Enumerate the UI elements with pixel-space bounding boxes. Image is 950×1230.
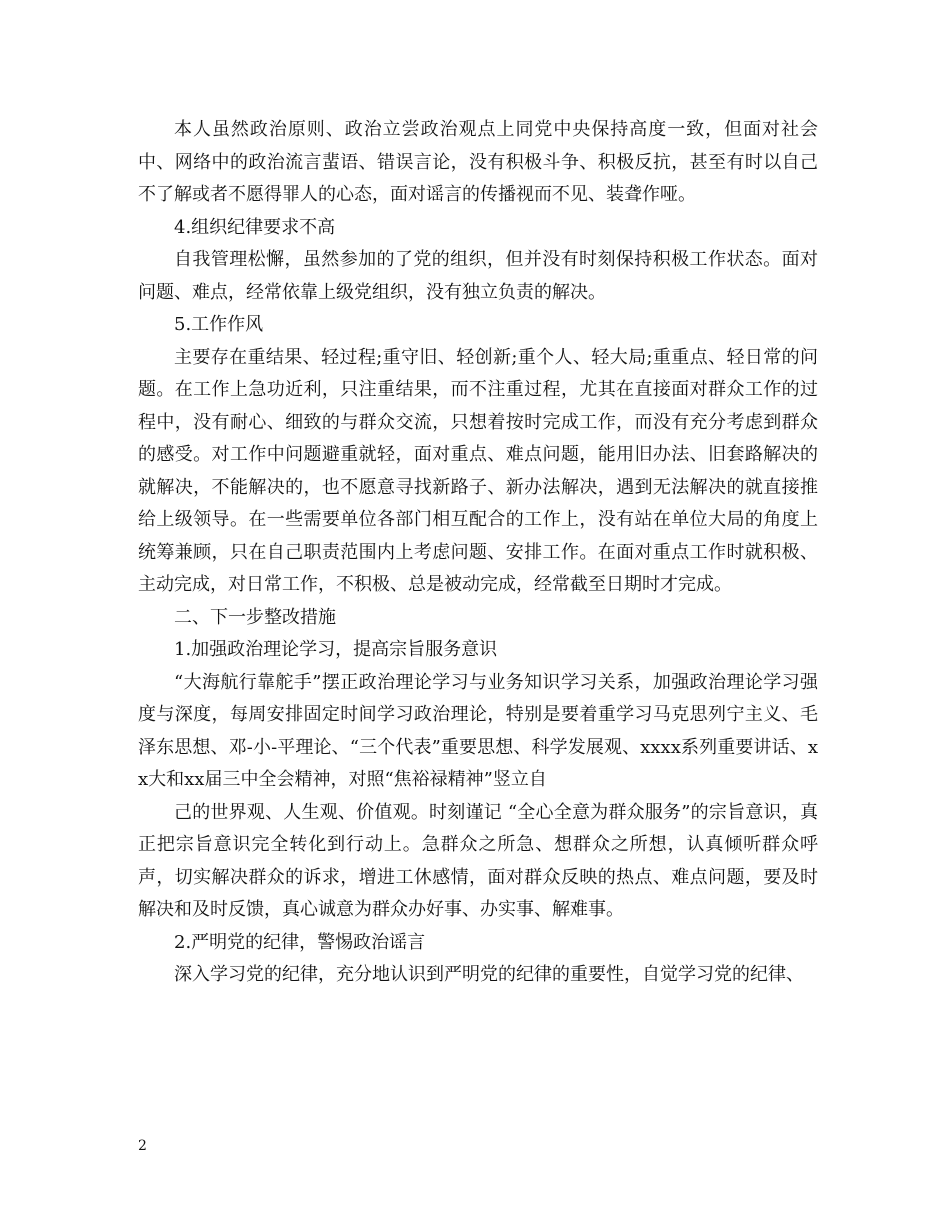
- page-number: 2: [138, 1138, 147, 1154]
- paragraph-political-stance: 本人虽然政治原则、政治立尝政治观点上同党中央保持高度一致，但面对社会中、网络中的政治流言蜚语、错误言论，没有积极斗争、积极反抗，甚至有时以自己不了解或者不愿得罪人的心态，面对谣言的传播视而不见、装聋作哑。: [138, 119, 818, 205]
- heading-organizational-discipline: 4.组织纪律要求不高: [174, 216, 336, 238]
- paragraph-worldview: 己的世界观、人生观、价值观。时刻谨记 “全心全意为群众服务”的宗旨意识，真正把宗旨意识完全转化到行动上。急群众之所急、想群众之所想，认真倾听群众呼声，切实解决群众的诉求，增进工休感情，面对群众反映的热点、难点问题，要及时解决和及时反馈，真心诚意为群众办好事、办实事、解难事。: [138, 801, 818, 920]
- paragraph-work-style-issues: 主要存在重结果、轻过程;重守旧、轻创新;重个人、轻大局;重重点、轻日常的问题。在工作上急功近利，只注重结果，而不注重过程，尤其在直接面对群众工作的过程中，没有耐心、细致的与群众交流，只想着按时完成工作，而没有充分考虑到群众的感受。对工作中问题避重就轻，面对重点、难点问题，能用旧办法、旧套路解决的就解决，不能解决的，也不愿意寻找新路子、新办法解决，遇到无法解决的就直接推给上级领导。在一些需要单位各部门相互配合的工作上，没有站在单位大局的角度上统筹兼顾，只在自己职责范围内上考虑问题、安排工作。在面对重点工作时就积极、主动完成，对日常工作，不积极、总是被动完成，经常截至日期时才完成。: [138, 346, 818, 595]
- paragraph-discipline-study: 深入学习党的纪律，充分地认识到严明党的纪律的重要性，自觉学习党的纪律、: [174, 964, 804, 985]
- document-body: [138, 114, 818, 992]
- heading-party-discipline: 2.严明党的纪律，警惕政治谣言: [174, 931, 426, 953]
- paragraph-theory-study: “大海航行靠舵手”摆正政治理论学习与业务知识学习关系，加强政治理论学习强度与深度，每周安排固定时间学习政治理论，特别是要着重学习马克思列宁主义、毛泽东思想、邓-小-平理论、“三个代表”重要思想、科学发展观、xxxx系列重要讲话、xx大和xx届三中全会精神，对照“焦裕禄精神”竖立自: [138, 671, 818, 790]
- heading-rectification-measures: 二、下一步整改措施: [174, 606, 336, 628]
- heading-work-style: 5.工作作风: [174, 314, 264, 335]
- paragraph-self-management: 自我管理松懈，虽然参加的了党的组织，但并没有时刻保持积极工作状态。面对问题、难点，经常依靠上级党组织，没有独立负责的解决。: [138, 249, 818, 303]
- heading-theory-study: 1.加强政治理论学习，提高宗旨服务意识: [174, 639, 498, 660]
